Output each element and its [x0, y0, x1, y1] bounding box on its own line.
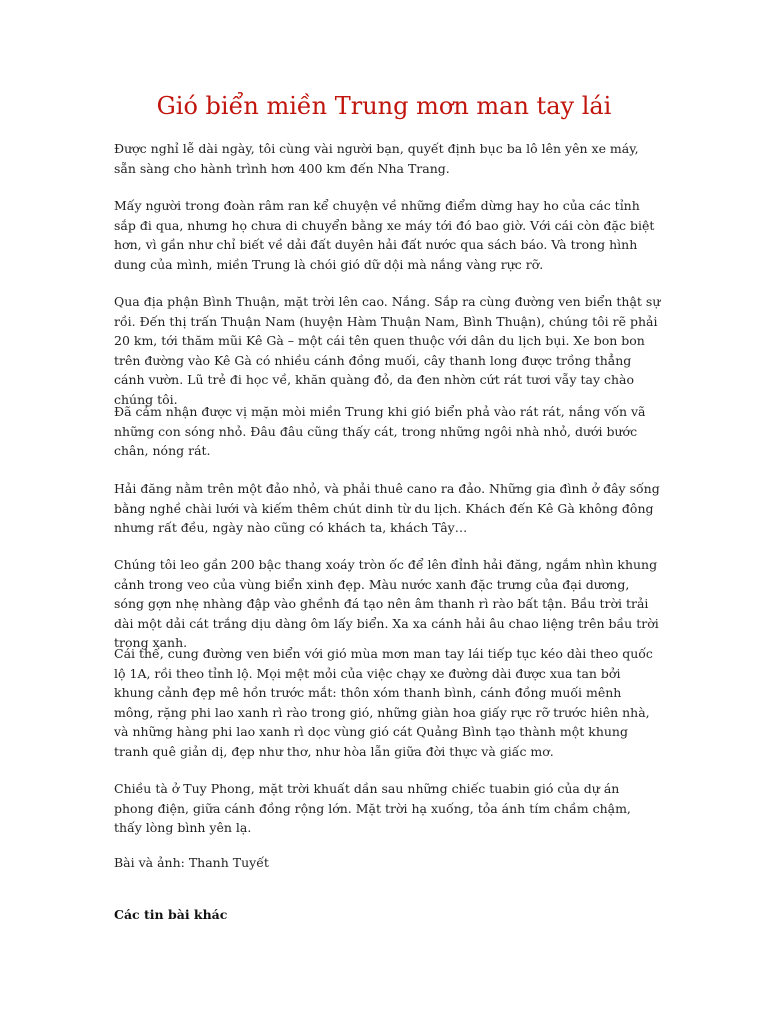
article-paragraph: Hải đăng nằm trên một đảo nhỏ, và phải thuê cano ra đảo. Những gia đình ở đây sống bằng nghề chài lưới và kiếm thêm chút dinh từ du lịch. Khách đến Kê Gà không đông nhưng rất đều, ngày nào cũng có khách ta, khách Tây… [114, 481, 660, 535]
article-paragraph: Được nghỉ lễ dài ngày, tôi cùng vài người bạn, quyết định bục ba lô lên yên xe máy, sẵn sàng cho hành trình hơn 400 km đến Nha Trang. [114, 141, 639, 176]
article-paragraph: Mấy người trong đoàn râm ran kể chuyện về những điểm dừng hay ho của các tỉnh sắp đi qua, nhưng họ chưa di chuyển bằng xe máy tới đó bao giờ. Với cái còn đặc biệt hơn, vì gần như chỉ biết về dải đất duyên hải đất nước qua sách báo. Và trong hình dung của mình, miền Trung là chói gió dữ dội mà nắng vàng rực rỡ. [114, 198, 655, 272]
article-paragraph: Chúng tôi leo gần 200 bậc thang xoáy tròn ốc để lên đỉnh hải đăng, ngắm nhìn khung cảnh trong veo của vùng biển xinh đẹp. Màu nước xanh đặc trưng của đại dương, sóng gợn nhẹ nhàng đập vào ghềnh đá tạo nên âm thanh rì rào bất tận. Bầu trời trải dài một dải cát trắng dịu dàng ôm lấy biển. Xa xa cánh hải âu chao liệng trên bầu trời trong xanh. [114, 557, 659, 650]
article-paragraph: Cái thế, cung đường ven biển với gió mùa mơn man tay lái tiếp tục kéo dài theo quốc lộ 1A, rồi theo tỉnh lộ. Mọi mệt mỏi của việc chạy xe đường dài được xua tan bởi khung cảnh đẹp mê hồn trước mắt: thôn xóm thanh bình, cánh đồng muối mênh mông, rặng phi lao xanh rì rào trong gió, những giàn hoa giấy rực rỡ trước hiên nhà, và những hàng phi lao xanh rì dọc vùng gió cát Quảng Bình tạo thành một khung tranh quê giản dị, đẹp như thơ, như hòa lẫn giữa đời thực và giấc mơ. [114, 646, 653, 759]
article-paragraph: Đã cảm nhận được vị mặn mòi miền Trung khi gió biển phả vào rát rát, nắng vốn vã những con sóng nhỏ. Đâu đâu cũng thấy cát, trong những ngôi nhà nhỏ, dưới bước chân, nóng rát. [114, 404, 646, 458]
article-byline: Bài và ảnh: Thanh Tuyết [114, 855, 269, 870]
related-articles-heading[interactable]: Các tin bài khác [114, 907, 228, 922]
article-paragraph: Chiều tà ở Tuy Phong, mặt trời khuất dần sau những chiếc tuabin gió của dự án phong điện, giữa cánh đồng rộng lớn. Mặt trời hạ xuống, tỏa ánh tím chầm chậm, thấy lòng bình yên lạ. [114, 781, 631, 835]
article-paragraph: Qua địa phận Bình Thuận, mặt trời lên cao. Nắng. Sắp ra cùng đường ven biển thật sự rồi. Đến thị trấn Thuận Nam (huyện Hàm Thuận Nam, Bình Thuận), chúng tôi rẽ phải 20 km, tới thăm mũi Kê Gà – một cái tên quen thuộc với dân du lịch bụi. Xe bon bon trên đường vào Kê Gà có nhiều cánh đồng muối, cây thanh long được trồng thẳng cánh vườn. Lũ trẻ đi học về, khăn quàng đỏ, da đen nhờn cứt rát tươi vẫy tay chào chúng tôi. [114, 294, 661, 407]
article-title: Gió biển miền Trung mơn man tay lái [156, 92, 612, 120]
